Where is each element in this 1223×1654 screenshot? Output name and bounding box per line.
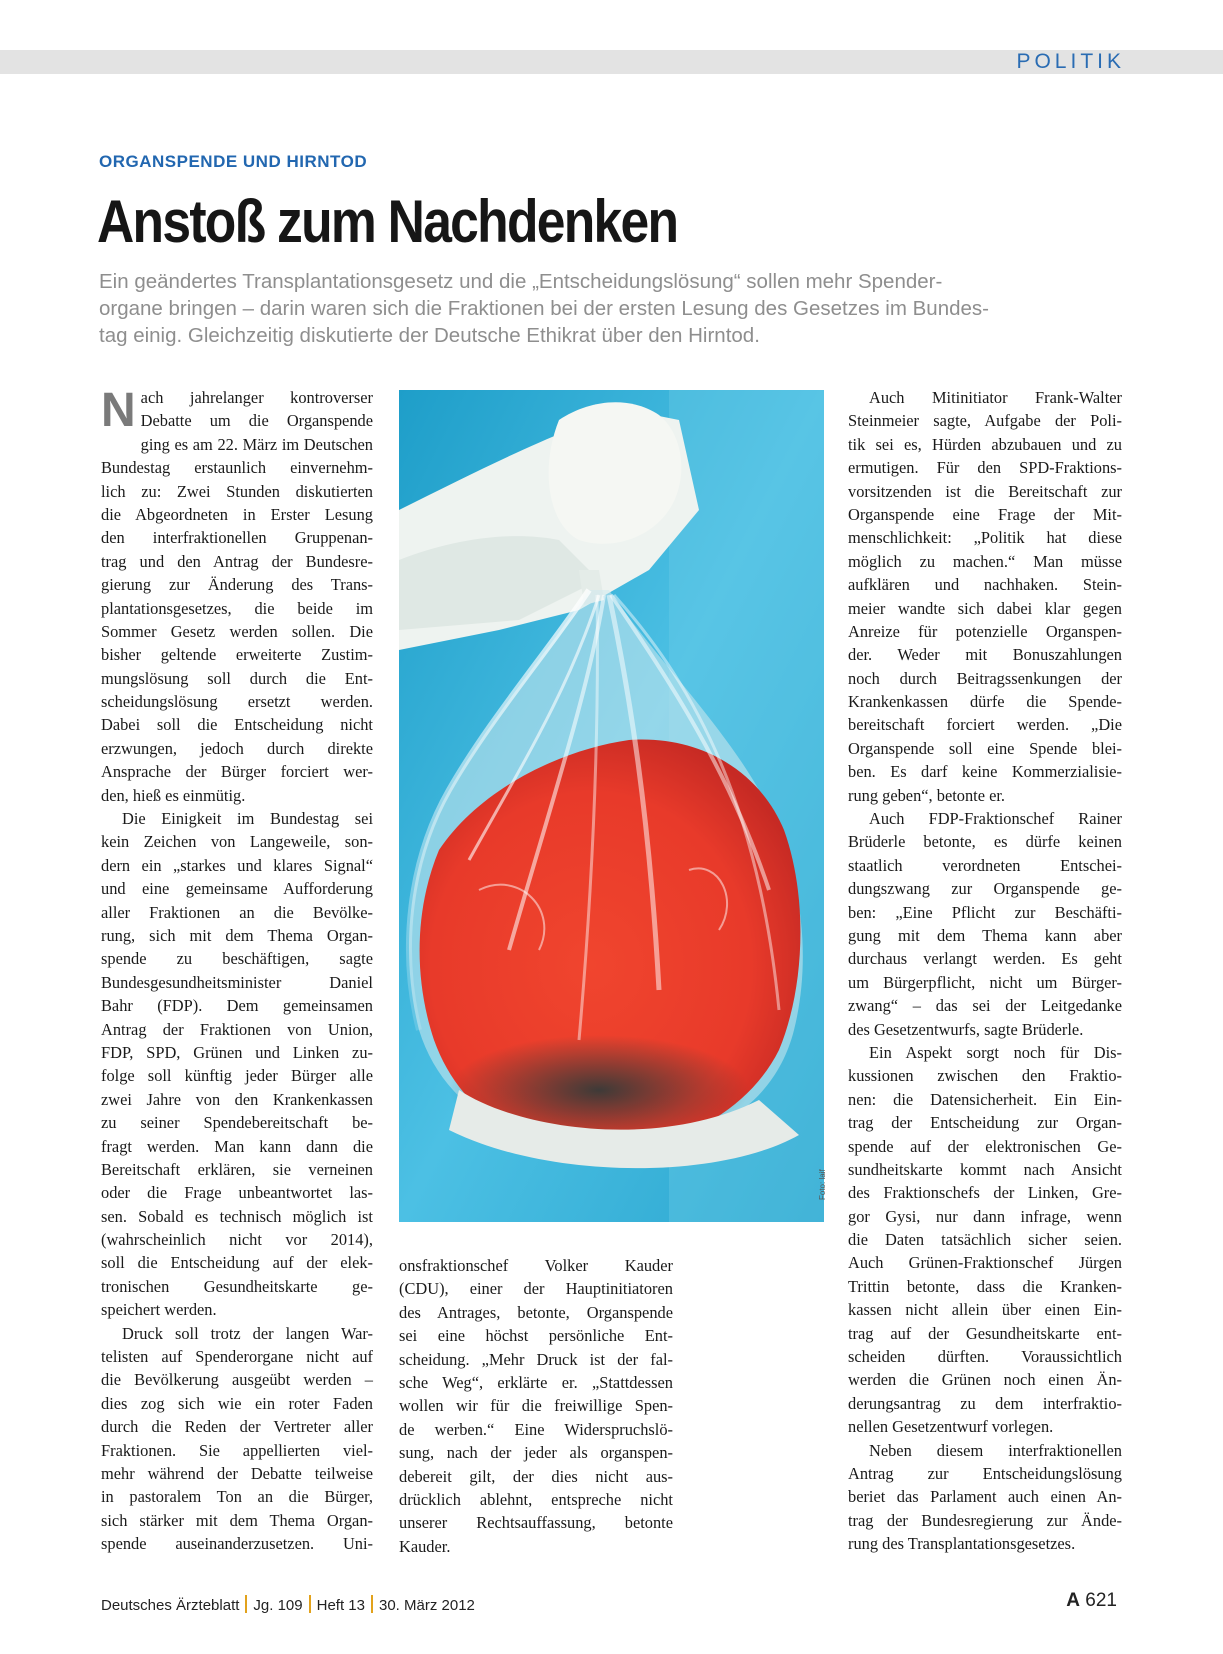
article-title: Anstoß zum Nachdenken — [97, 188, 678, 255]
text-line: trag auf der Gesundheitskarte ent- — [848, 1323, 1122, 1343]
text-line: Brüderle betonte, es dürfe keinen — [848, 832, 1122, 852]
text-line: erzwungen, jedoch durch direkte — [101, 738, 373, 758]
text-line: dern ein „starkes und klares Signal“ — [101, 855, 373, 875]
text-line: sundheitskarte kommt nach Ansicht — [848, 1159, 1122, 1179]
text-line: tronischen Gesundheitskarte ge- — [101, 1276, 373, 1296]
text-line: spende zu beschäftigen, sagte — [101, 949, 373, 969]
page-number-value: 621 — [1085, 1590, 1117, 1611]
text-line: Druck soll trotz der langen War- — [122, 1323, 373, 1343]
text-line: folge soll künftig jeder Bürger alle — [101, 1066, 373, 1086]
text-line: ach jahrelanger kontroverser — [140, 388, 373, 407]
text-line: möglich zu machen.“ Man müsse — [848, 551, 1122, 571]
text-line: derungsantrag zu dem interfraktio- — [848, 1393, 1122, 1413]
text-line: kassen nicht allein über einen Ein- — [848, 1300, 1122, 1320]
text-line: Auch Grünen-Fraktionschef Jürgen — [848, 1253, 1122, 1273]
text-line: unserer Rechtsauffassung, betonte — [399, 1513, 673, 1533]
text-line: Antrag der Fraktionen von Union, — [101, 1019, 373, 1039]
text-line: den interfraktionellen Gruppenan- — [101, 528, 373, 548]
text-line: scheidung. „Mehr Druck ist der fal- — [399, 1349, 673, 1369]
text-line: kussionen zwischen den Fraktio- — [848, 1066, 1122, 1086]
text-line: Sommer Gesetz werden sollen. Die — [101, 621, 373, 641]
text-line: soll die Entscheidung auf der elek- — [101, 1253, 373, 1273]
text-line: des Antrages, betonte, Organspende — [399, 1302, 673, 1322]
lead-line: Ein geändertes Transplantationsgesetz und die „Entscheidungslösung“ sollen mehr Spender- — [99, 270, 943, 293]
article-lead — [99, 268, 1119, 349]
text-line: spende auf der elektronischen Ge- — [848, 1136, 1122, 1156]
text-line: Antrag zur Entscheidungslösung — [848, 1463, 1122, 1483]
volume: Jg. 109 — [253, 1597, 303, 1614]
text-line: rung, sich mit dem Thema Organ- — [101, 925, 373, 945]
text-line: bisher geltende erweiterte Zustim- — [101, 645, 373, 665]
text-line: fragt werden. Man kann dann die — [101, 1136, 373, 1156]
text-line: Krankenkassen dürfe die Spende- — [848, 692, 1122, 712]
text-line: vorsitzenden ist die Bereitschaft zur — [848, 481, 1122, 501]
text-line: den, hieß es einmütig. — [101, 785, 246, 805]
issue: Heft 13 — [316, 1597, 365, 1614]
text-line: spende auseinanderzusetzen. Uni- — [101, 1534, 373, 1554]
text-line: meier wandte sich dabei klar gegen — [848, 598, 1122, 618]
text-line: Anreize für potenzielle Organspen- — [848, 621, 1122, 641]
text-line: Ansprache der Bürger forciert wer- — [101, 762, 373, 782]
text-line: scheidungslösung ersetzt werden. — [101, 692, 373, 712]
text-line: ben: „Eine Pflicht zur Beschäfti- — [848, 902, 1122, 922]
page-number — [1066, 1590, 1117, 1612]
text-line: Dabei soll die Entscheidung nicht — [101, 715, 373, 735]
text-line: telisten auf Spenderorgane nicht auf — [101, 1347, 373, 1367]
text-line: speichert werden. — [101, 1300, 217, 1320]
text-line: die Daten tatsächlich sicher seien. — [848, 1230, 1122, 1250]
page-prefix: A — [1066, 1590, 1081, 1611]
article-photo — [399, 390, 824, 1222]
text-line: aufklären und nachhaken. Stein- — [848, 575, 1122, 595]
text-line: Auch FDP-Fraktionschef Rainer — [869, 809, 1122, 829]
journal-name: Deutsches Ärzteblatt — [101, 1597, 240, 1614]
text-line: die Bevölkerung ausgeübt werden – — [101, 1370, 373, 1390]
text-line: Auch Mitinitiator Frank-Walter — [869, 388, 1122, 407]
text-line: um Bürgerpflicht, nicht um Bürger- — [848, 972, 1122, 992]
text-line: staatlich verordneten Entschei- — [848, 855, 1122, 875]
text-line: debereit gilt, der dies nicht aus- — [399, 1466, 673, 1486]
footer-separator — [245, 1595, 247, 1613]
text-line: sche Weg“, erklärte er. „Stattdessen — [399, 1372, 673, 1392]
text-line: gierung zur Änderung des Trans- — [101, 575, 373, 595]
text-line: rung des Transplantationsgesetzes. — [848, 1534, 1076, 1554]
text-column-3 — [848, 386, 1122, 1556]
text-line: noch durch Beitragssenkungen der — [848, 668, 1122, 688]
text-line: Fraktionen. Sie appellierten viel- — [101, 1440, 373, 1460]
text-line: sung, nach der jeder als organspen- — [399, 1443, 673, 1463]
text-line: Neben diesem interfraktionellen — [869, 1440, 1122, 1460]
text-line: FDP, SPD, Grünen und Linken zu- — [101, 1042, 373, 1062]
text-line: mehr während der Debatte teilweise — [101, 1463, 373, 1483]
text-line: (wahrscheinlich nicht vor 2014), — [101, 1230, 373, 1250]
text-line: des Fraktionschefs der Linken, Gre- — [848, 1183, 1122, 1203]
text-line: Bundestag erstaunlich einvernehm- — [101, 458, 373, 478]
footer-separator — [309, 1595, 311, 1613]
text-line: zu seiner Spendebereitschaft be- — [101, 1113, 373, 1133]
text-line: Bereitschaft erklären, sie verneinen — [101, 1159, 373, 1179]
text-line: Bundesgesundheitsminister Daniel — [101, 972, 373, 992]
text-line: trag der Bundesregierung zur Ände- — [848, 1510, 1122, 1530]
text-line: sei eine höchst persönliche Ent- — [399, 1326, 673, 1346]
text-line: (CDU), einer der Hauptinitiatoren — [399, 1279, 673, 1299]
text-line: Trittin betonte, dass die Kranken- — [848, 1276, 1122, 1296]
text-line: wollen wir für die freiwillige Spen- — [399, 1396, 673, 1416]
text-line: menschlichkeit: „Politik hat diese — [848, 528, 1122, 548]
text-line: Kauder. — [399, 1536, 451, 1556]
text-line: der. Weder mit Bonuszahlungen — [848, 645, 1122, 665]
footer-separator — [371, 1595, 373, 1613]
article-kicker: ORGANSPENDE UND HIRNTOD — [99, 152, 368, 171]
drop-cap: N — [101, 384, 136, 437]
text-line: werden die Grünen noch einen Än- — [848, 1370, 1122, 1390]
text-line: dies zog sich wie ein roter Faden — [101, 1393, 373, 1413]
text-line: sen. Sobald es technisch möglich ist — [101, 1206, 373, 1226]
text-line: nellen Gesetzentwurf vorlegen. — [848, 1417, 1054, 1437]
text-line: des Gesetzentwurfs, sagte Brüderle. — [848, 1019, 1084, 1039]
text-line: Debatte um die Organspende — [140, 411, 373, 431]
text-line: ben. Es darf keine Kommerzialisie- — [848, 762, 1122, 782]
text-line: trag und den Antrag der Bundesre- — [101, 551, 373, 571]
text-line: aller Fraktionen an die Bevölke- — [101, 902, 373, 922]
text-line: Ein Aspekt sorgt noch für Dis- — [869, 1042, 1122, 1062]
text-line: scheiden dürften. Voraussichtlich — [848, 1347, 1122, 1367]
text-line: mungslösung soll durch die Ent- — [101, 668, 373, 688]
text-line: beriet das Parlament auch einen An- — [848, 1487, 1122, 1507]
text-line: kein Zeichen von Langeweile, son- — [101, 832, 373, 852]
text-line: Die Einigkeit im Bundestag sei — [122, 809, 373, 829]
text-line: und eine gemeinsame Aufforderung — [101, 879, 373, 899]
page-footer — [101, 1595, 475, 1614]
text-line: plantationsgesetzes, die beide im — [101, 598, 373, 618]
text-line: tik sei es, Hürden abzubauen und zu — [848, 434, 1122, 454]
text-line: in pastoralem Ton an die Bürger, — [101, 1487, 373, 1507]
text-line: trag der Entscheidung zur Organ- — [848, 1113, 1122, 1133]
text-line: nen: die Datensicherheit. Ein Ein- — [848, 1089, 1122, 1109]
issue-date: 30. März 2012 — [379, 1597, 475, 1614]
text-line: rung geben“, betonte er. — [848, 785, 1006, 805]
text-line: bereitschaft forciert werden. „Die — [848, 715, 1122, 735]
text-line: ermutigen. Für den SPD-Fraktions- — [848, 458, 1122, 478]
text-line: Organspende soll eine Spende blei- — [848, 738, 1122, 758]
text-line: lich zu: Zwei Stunden diskutierten — [101, 481, 373, 501]
text-line: dungszwang zur Organspende ge- — [848, 879, 1122, 899]
text-line: oder die Frage unbeantwortet las- — [101, 1183, 373, 1203]
lead-line: organe bringen – darin waren sich die Fraktionen bei der ersten Lesung des Gesetzes im Bundes- — [99, 297, 989, 320]
text-column-1 — [101, 386, 373, 1556]
text-line: sich stärker mit dem Thema Organ- — [101, 1510, 373, 1530]
text-line: durchaus verlangt werden. Es geht — [848, 949, 1122, 969]
text-line: zwang“ – das sei der Leitgedanke — [848, 996, 1122, 1016]
text-line: de werben.“ Eine Widerspruchslö- — [399, 1419, 673, 1439]
text-line: drücklich ablehnt, entspreche nicht — [399, 1489, 673, 1509]
text-line: die Abgeordneten in Erster Lesung — [101, 504, 373, 524]
text-line: onsfraktionschef Volker Kauder — [399, 1256, 673, 1275]
text-line: Steinmeier sagte, Aufgabe der Poli- — [848, 411, 1122, 431]
text-line: ging es am 22. März im Deutschen — [140, 434, 373, 454]
text-line: Bahr (FDP). Dem gemeinsamen — [101, 996, 373, 1016]
text-column-2 — [399, 1254, 673, 1558]
section-label: POLITIK — [1016, 50, 1125, 73]
text-line: durch die Reden der Vertreter aller — [101, 1417, 373, 1437]
text-line: zwei Jahre von den Krankenkassen — [101, 1089, 373, 1109]
lead-line: tag einig. Gleichzeitig diskutierte der Deutsche Ethikrat über den Hirntod. — [99, 324, 760, 347]
text-line: Organspende eine Frage der Mit- — [848, 504, 1122, 524]
text-line: gor Gysi, nur dann infrage, wenn — [848, 1206, 1122, 1226]
photo-credit: Foto: laif — [818, 1169, 827, 1200]
text-line: gung mit dem Thema kann aber — [848, 925, 1122, 945]
